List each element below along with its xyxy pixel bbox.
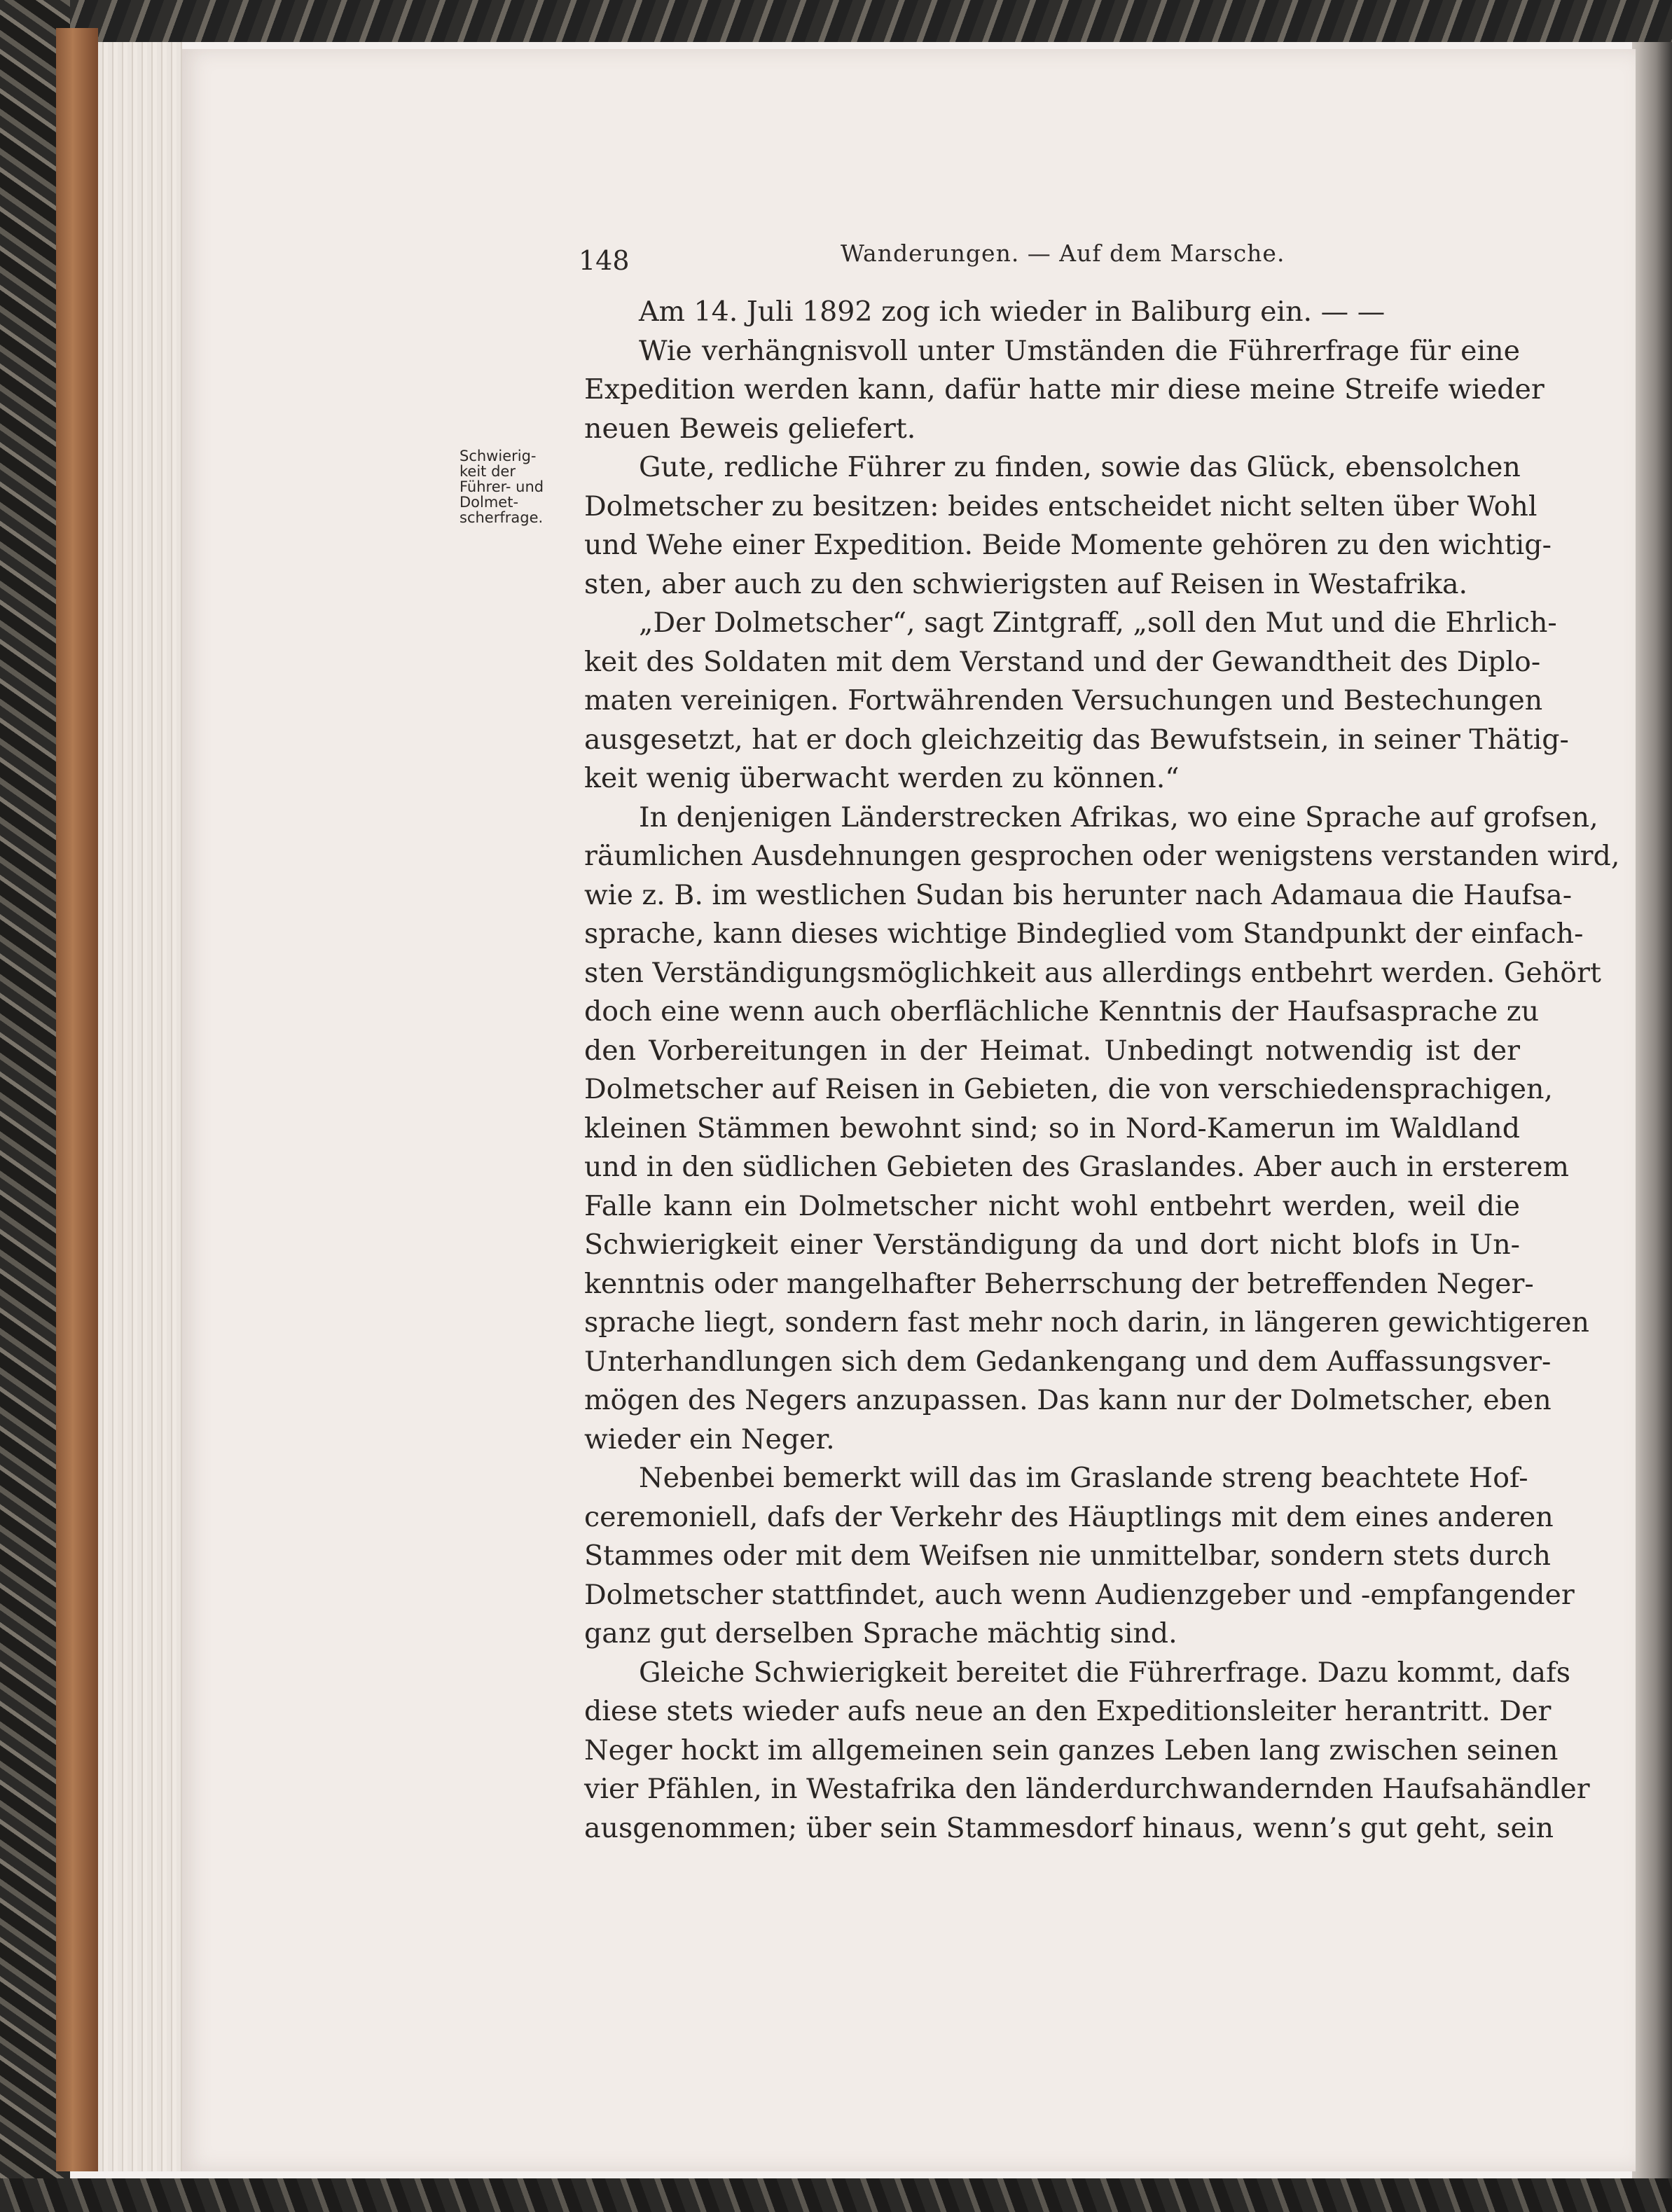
text-line: In denjenigen Länderstrecken Afrikas, wo eine Sprache auf grofsen,	[639, 801, 1598, 834]
page-number: 148	[579, 245, 630, 276]
paragraph	[584, 1654, 1590, 1848]
text-line: Stammes oder mit dem Weifsen nie unmittelbar, sondern stets durch	[584, 1540, 1551, 1572]
text-line: Falle kann ein Dolmetscher nicht wohl entbehrt werden, weil die	[584, 1189, 1520, 1222]
paragraph	[584, 604, 1569, 799]
text-line: neuen Beweis geliefert.	[584, 412, 916, 445]
paragraph	[584, 448, 1552, 604]
text-line: Gleiche Schwierigkeit bereitet die Führerfrage. Dazu kommt, dafs	[639, 1656, 1571, 1689]
text-line: sprache liegt, sondern fast mehr noch darin, in längeren gewichtigeren	[584, 1306, 1589, 1339]
text-line: ceremoniell, dafs der Verkehr des Häuptlings mit dem eines anderen	[584, 1500, 1554, 1533]
paragraph	[584, 293, 1520, 332]
text-line: und Wehe einer Expedition. Beide Momente gehören zu den wichtig-	[584, 529, 1552, 561]
text-line: doch eine wenn auch oberflächliche Kenntnis der Haufsasprache zu	[584, 995, 1540, 1028]
text-line: Gute, redliche Führer zu finden, sowie das Glück, ebensolchen	[639, 451, 1521, 483]
text-line: wie z. B. im westlichen Sudan bis herunter nach Adamaua die Haufsa-	[584, 878, 1573, 911]
text-line: kleinen Stämmen bewohnt sind; so in Nord-Kamerun im Waldland	[584, 1112, 1520, 1145]
body-text	[584, 293, 1620, 1848]
paragraph	[584, 799, 1620, 1460]
text-line: vier Pfählen, in Westafrika den länderdurchwandernden Haufsahändler	[584, 1773, 1590, 1805]
text-line: und in den südlichen Gebieten des Graslandes. Aber auch in ersterem	[584, 1151, 1569, 1183]
text-line: Neger hockt im allgemeinen sein ganzes Leben lang zwischen seinen	[584, 1734, 1559, 1767]
text-line: Dolmetscher auf Reisen in Gebieten, die von verschiedensprachigen,	[584, 1073, 1553, 1105]
text-line: Schwierigkeit einer Verständigung da und dort nicht blofs in Un-	[584, 1229, 1520, 1261]
paragraph	[584, 332, 1545, 449]
text-line: Nebenbei bemerkt will das im Graslande streng beachtete Hof-	[639, 1462, 1528, 1494]
text-line: Unterhandlungen sich dem Gedankengang und dem Auffassungsver-	[584, 1345, 1552, 1378]
text-line: sprache, kann dieses wichtige Bindeglied vom Standpunkt der einfach-	[584, 918, 1584, 950]
text-line: den Vorbereitungen in der Heimat. Unbedingt notwendig ist der	[584, 1034, 1520, 1067]
text-line: keit wenig überwacht werden zu können.“	[584, 762, 1180, 794]
text-line: sten Verständigungsmöglichkeit aus allerdings entbehrt werden. Gehört	[584, 956, 1601, 989]
book-spine-edge	[56, 28, 98, 2171]
running-head: Wanderungen. — Auf dem Marsche.	[841, 240, 1285, 267]
text-line: Dolmetscher zu besitzen: beides entscheidet nicht selten über Wohl	[584, 490, 1538, 523]
text-line: Dolmetscher stattfindet, auch wenn Audienzgeber und -empfangender	[584, 1578, 1575, 1611]
book-cover-top	[0, 0, 1672, 42]
text-line: sten, aber auch zu den schwierigsten auf Reisen in Westafrika.	[584, 567, 1468, 600]
text-line: mögen des Negers anzupassen. Das kann nur der Dolmetscher, eben	[584, 1384, 1552, 1416]
text-line: „Der Dolmetscher“, sagt Zintgraff, „soll den Mut und die Ehrlich-	[639, 607, 1557, 639]
text-line: ausgesetzt, hat er doch gleichzeitig das Bewufstsein, in seiner Thätig-	[584, 723, 1569, 756]
text-line: Expedition werden kann, dafür hatte mir diese meine Streife wieder	[584, 373, 1545, 406]
text-line: Am 14. Juli 1892 zog ich wieder in Baliburg ein. — —	[639, 296, 1386, 328]
text-line: Wie verhängnisvoll unter Umständen die Führerfrage für eine	[639, 334, 1520, 367]
text-line: wieder ein Neger.	[584, 1423, 835, 1456]
text-line: kenntnis oder mangelhafter Beherrschung der betreffenden Neger-	[584, 1267, 1534, 1300]
book-cover-bottom	[0, 2178, 1672, 2212]
text-line: maten vereinigen. Fortwährenden Versuchungen und Bestechungen	[584, 684, 1543, 717]
text-line: diese stets wieder aufs neue an den Expeditionsleiter herantritt. Der	[584, 1695, 1552, 1727]
paragraph	[584, 1459, 1575, 1654]
margin-note: Schwierig- keit der Führer- und Dolmet- scherfrage.	[460, 448, 544, 526]
page-header	[579, 240, 1517, 282]
text-line: ganz gut derselben Sprache mächtig sind.	[584, 1617, 1177, 1650]
text-line: räumlichen Ausdehnungen gesprochen oder wenigstens verstanden wird,	[584, 840, 1620, 872]
text-line: keit des Soldaten mit dem Verstand und der Gewandtheit des Diplo-	[584, 645, 1541, 678]
text-line: ausgenommen; über sein Stammesdorf hinaus, wenn’s gut geht, sein	[584, 1811, 1554, 1844]
page-stack-edges	[98, 42, 182, 2171]
facing-page-edge	[1632, 42, 1672, 2178]
